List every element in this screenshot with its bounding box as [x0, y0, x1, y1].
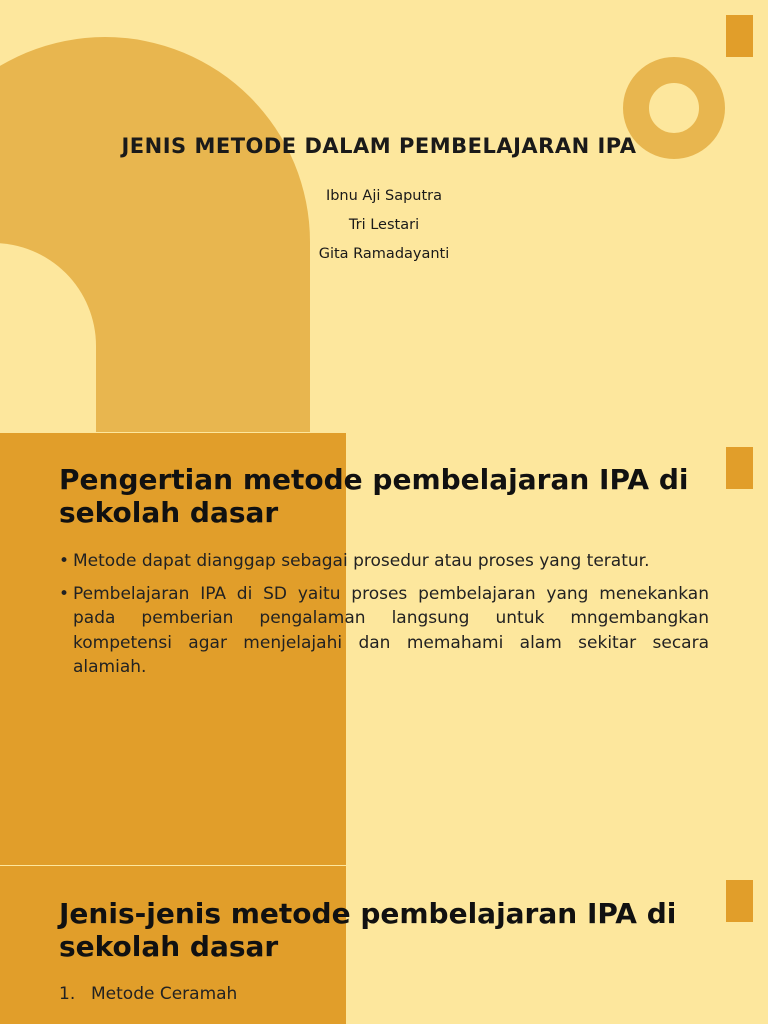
- presentation-title: JENIS METODE DALAM PEMBELAJARAN IPA: [121, 134, 637, 158]
- list-item: [59, 982, 719, 1006]
- bar-decoration: [726, 15, 753, 57]
- bar-decoration: [726, 880, 753, 922]
- list-item-label: Metode Ceramah: [91, 984, 238, 1004]
- slide-heading: Pengertian metode pembelajaran IPA di sekolah dasar: [59, 463, 689, 529]
- bar-decoration: [726, 447, 753, 489]
- title-slide: [0, 0, 768, 432]
- methods-slide: [0, 866, 768, 1024]
- slide-heading: Jenis-jenis metode pembelajaran IPA di sekolah dasar: [59, 897, 677, 963]
- list-item-number: 1.: [59, 984, 76, 1004]
- bullet-list: [59, 549, 709, 688]
- bullet-item: • Pembelajaran IPA di SD yaitu proses pembelajaran yang menekankan pada pemberian pengalaman langsung untuk mngembangkan kompetensi agar menjelajahi dan memahami alam sekitar secara alamiah.: [59, 582, 709, 680]
- bullet-item: • Metode dapat dianggap sebagai prosedur atau proses yang teratur.: [59, 549, 709, 574]
- author-name: Ibnu Aji Saputra: [325, 188, 443, 204]
- author-name: Tri Lestari: [348, 217, 420, 233]
- definition-slide: [0, 433, 768, 865]
- numbered-list: [59, 982, 719, 1006]
- author-name: Gita Ramadayanti: [318, 246, 450, 262]
- author-list: [0, 182, 768, 269]
